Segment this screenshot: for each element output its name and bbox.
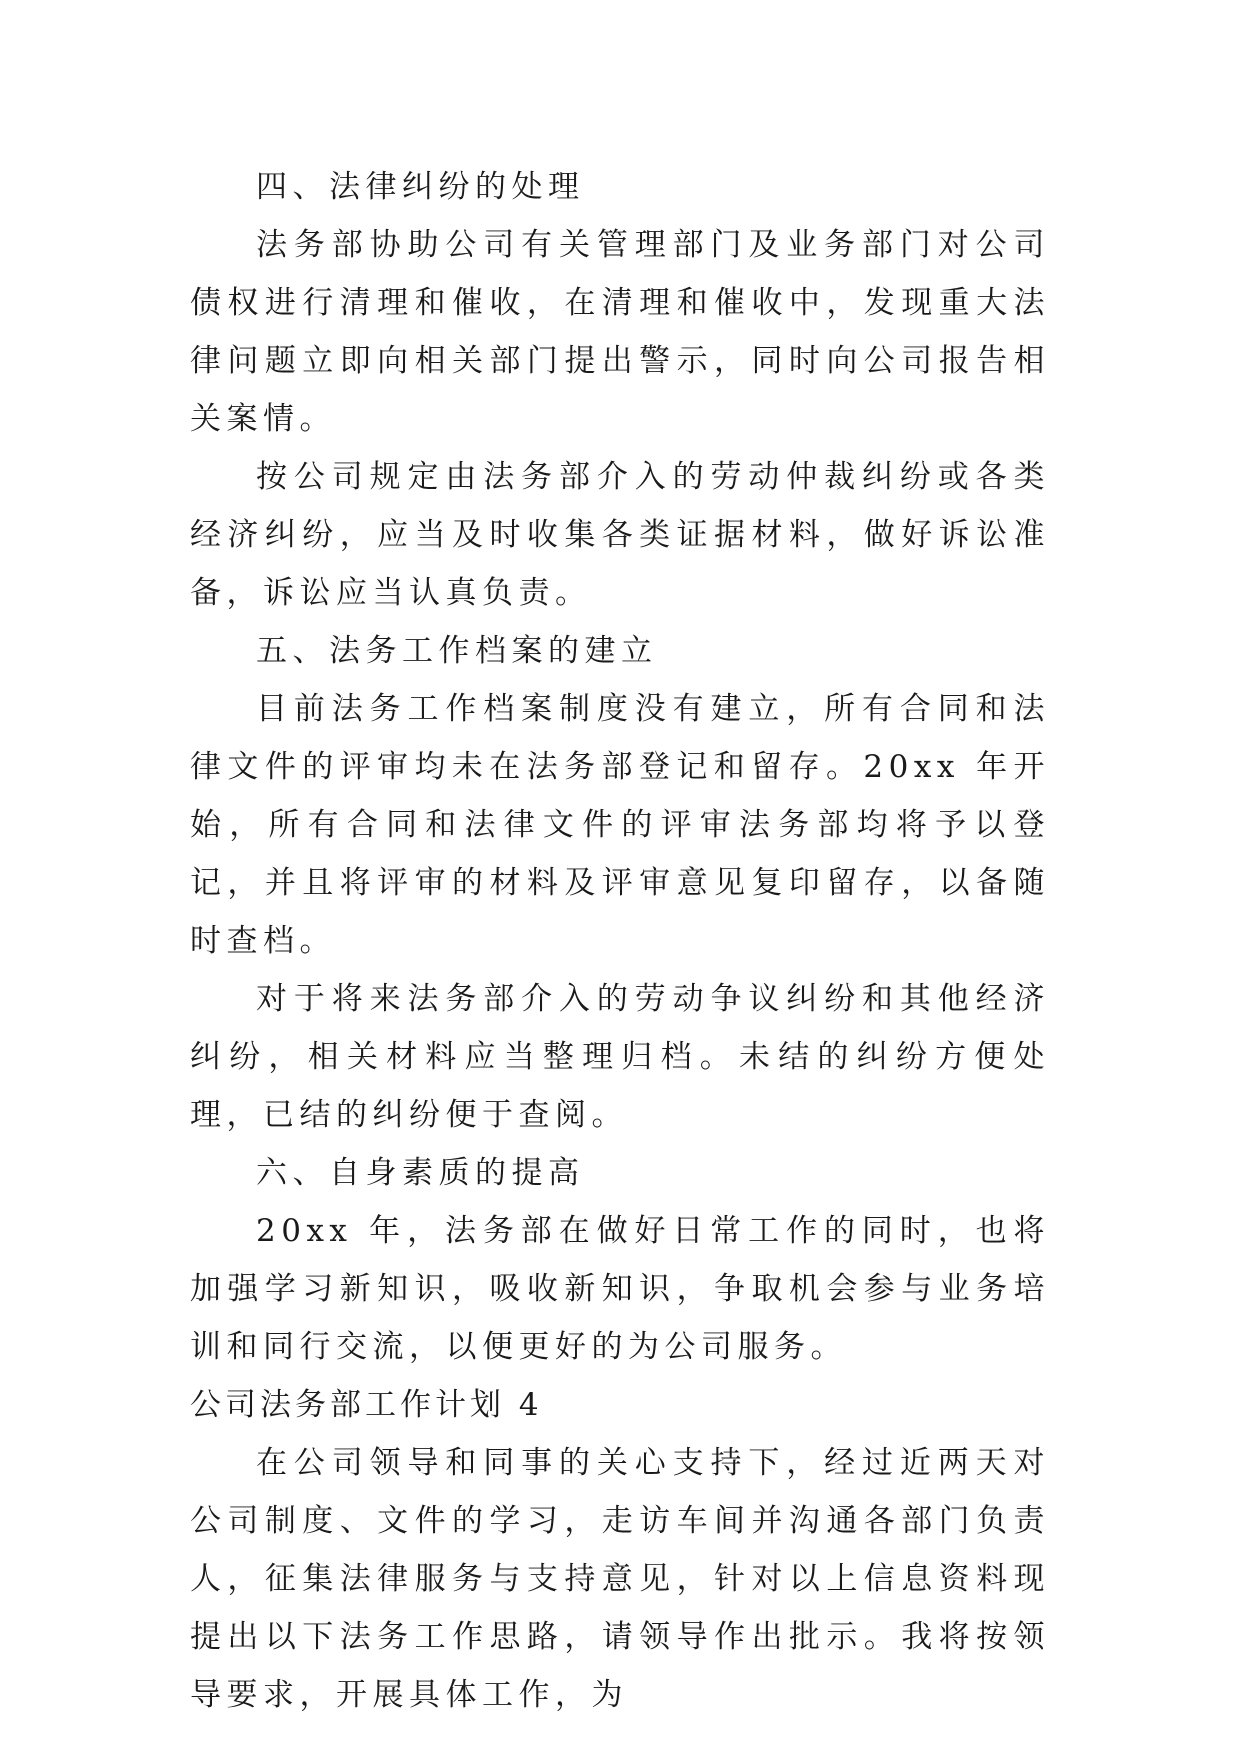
paragraph-learning: 20xx 年，法务部在做好日常工作的同时，也将加强学习新知识，吸收新知识，争取机会参与业务培训和同行交流，以便更好的为公司服务。 bbox=[190, 1213, 1050, 1365]
paragraph-archive-system: 目前法务工作档案制度没有建立，所有合同和法律文件的评审均未在法务部登记和留存。20xx 年开始，所有合同和法律文件的评审法务部均将予以登记，并且将评审的材料及评审意见复印留存，以备随时查档。 bbox=[190, 691, 1050, 959]
document-body bbox=[190, 158, 1050, 1724]
section-heading-self-improvement: 六、自身素质的提高 bbox=[256, 1155, 585, 1191]
paragraph-dispute-filing: 对于将来法务部介入的劳动争议纠纷和其他经济纠纷，相关材料应当整理归档。未结的纠纷方便处理，已结的纠纷便于查阅。 bbox=[190, 981, 1050, 1133]
paragraph-plan-intro: 在公司领导和同事的关心支持下，经过近两天对公司制度、文件的学习，走访车间并沟通各部门负责人，征集法律服务与支持意见，针对以上信息资料现提出以下法务工作思路，请领导作出批示。我将按领导要求，开展具体工作，为 bbox=[190, 1445, 1050, 1713]
paragraph-debt-collection: 法务部协助公司有关管理部门及业务部门对公司债权进行清理和催收，在清理和催收中，发现重大法律问题立即向相关部门提出警示，同时向公司报告相关案情。 bbox=[190, 227, 1050, 437]
document-title-plan-4: 公司法务部工作计划 4 bbox=[190, 1387, 543, 1423]
section-heading-legal-disputes: 四、法律纠纷的处理 bbox=[256, 169, 585, 205]
section-heading-legal-archives: 五、法务工作档案的建立 bbox=[256, 633, 658, 669]
paragraph-labor-arbitration: 按公司规定由法务部介入的劳动仲裁纠纷或各类经济纠纷，应当及时收集各类证据材料，做好诉讼准备，诉讼应当认真负责。 bbox=[190, 459, 1050, 611]
